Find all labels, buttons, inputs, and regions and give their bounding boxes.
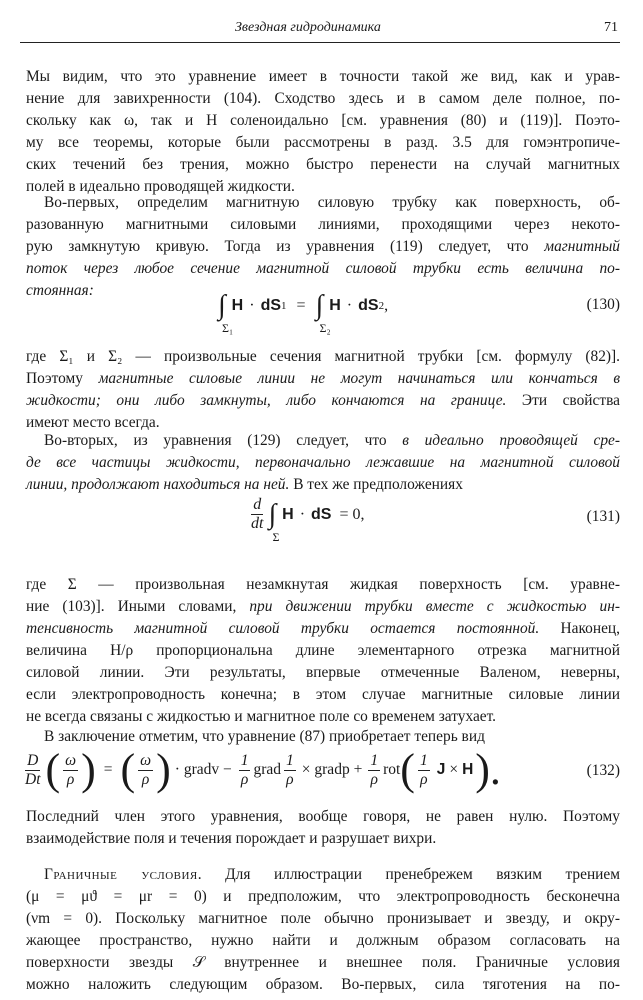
- text-line: Во-вторых, из уравнения (129) следует, что в идеально проводящей сре-: [44, 432, 620, 449]
- text-line: поверхности звезды 𝒮 внутреннее и внешнее поля. Граничные условия: [26, 954, 620, 971]
- paragraph-7: [26, 806, 620, 850]
- text-line: где Σ — произвольная незамкнутая жидкая поверхность [см. уравне-: [26, 576, 620, 593]
- text-line: ние (103)]. Иными словами, при движении трубки вместе с жидкостью ин-: [26, 598, 620, 615]
- text-line: величина H/ρ пропорциональна длине элементарного отрезка магнитной: [26, 642, 620, 659]
- text-line: Граничные условия. Для иллюстрации пренебрежем вязким трением: [44, 866, 620, 883]
- material-derivative: $\frac{D}{Dt}$: [25, 751, 41, 788]
- text-line: если электропроводность конечна; в этом случае магнитные силовые линии: [26, 686, 620, 703]
- text-line: силовой линии. Эти результаты, впервые отмеченные Валеном, неверны,: [26, 664, 620, 681]
- paragraph-2: [26, 192, 620, 302]
- header-rule: [20, 42, 620, 43]
- paragraph-6: [26, 726, 620, 748]
- integral-sign: ∫ Σ₂: [315, 290, 331, 335]
- text-line: взаимодействие поля и течения порождает и разрушает вихри.: [26, 830, 437, 847]
- book-page: [20, 0, 620, 1000]
- text-line: ских течений без трения, можно быстро перенести на случай магнитных: [26, 156, 620, 173]
- text-line: можно наложить следующим образом. Во-первых, сила тяготения на по-: [26, 976, 620, 993]
- text-line: поток через любое сечение магнитной силовой трубки есть величина по-: [26, 260, 620, 277]
- equation-132: $\frac{D}{Dt}$ ( $\frac{\omega}{\rho}$ ) = ( $\frac{\omega}{\rho}$ ) · gradv − $\frac{1}{\rho}$ grad $\frac{1}{\rho}$ × gradp + $\frac{1}{\rho}$ rot ( $\frac{1}{\rho}$ J × H ). (132): [25, 745, 620, 794]
- paragraph-1: [26, 66, 620, 198]
- text-line: де все частицы жидкости, первоначально лежавшие на магнитной силовой: [26, 454, 620, 471]
- equation-number: (132): [586, 762, 620, 779]
- text-line: жидкости; они либо замкнуты, либо кончаются на границе. Эти свойства: [26, 392, 620, 409]
- page-number: 71: [604, 20, 618, 35]
- paragraph-5: [26, 574, 620, 728]
- text-line: разованную магнитными силовыми линиями, проходящими через некото-: [26, 216, 620, 233]
- text-line: скольку как ω, так и H соленоидально [см. уравнения (80) и (119)]. Поэто-: [26, 112, 620, 129]
- text-line: имеют место всегда.: [26, 414, 160, 431]
- text-line: не всегда связаны с жидкостью и магнитное поле со временем затухает.: [26, 708, 497, 725]
- paragraph-8: [26, 864, 620, 996]
- text-line: В заключение отметим, что уравнение (87) приобретает теперь вид: [44, 728, 485, 745]
- equation-130: ∫ Σ₁ H · dS 1 = ∫ Σ₂ H · dS 2 , (130): [218, 290, 620, 335]
- running-title: Звездная гидродинамика: [235, 20, 381, 35]
- equation-number: (131): [586, 508, 620, 525]
- text-line: где Σ₁ и Σ₂ — произвольные сечения магнитной трубки [см. формулу (82)].: [26, 348, 620, 365]
- integral-sign: ∫ Σ: [268, 498, 280, 544]
- text-line: полей в идеально проводящей жидкости.: [26, 178, 295, 195]
- text-line: тенсивность магнитной силовой трубки остается постоянной. Наконец,: [26, 620, 620, 637]
- text-line: Во-первых, определим магнитную силовую трубку как поверхность, об-: [44, 194, 620, 211]
- section-heading: Граничные условия: [44, 866, 198, 883]
- text-line: Мы видим, что это уравнение имеет в точности такой же вид, как и урав-: [26, 68, 620, 85]
- text-line: Последний член этого уравнения, вообще говоря, не равен нулю. Поэтому: [26, 808, 620, 825]
- text-line: стоянная:: [26, 282, 94, 299]
- text-line: линии, продолжают находиться на ней. В тех же предположениях: [26, 476, 463, 493]
- integral-sign: ∫ Σ₁: [218, 290, 234, 335]
- derivative-fraction: $\frac{d}{dt}$: [251, 496, 264, 532]
- paragraph-4: [26, 430, 620, 496]
- text-line: (μ = μϑ = μr = 0) и предположим, что электропроводность бесконечна: [26, 888, 620, 905]
- equation-number: (130): [586, 296, 620, 313]
- paragraph-3: [26, 346, 620, 434]
- text-line: (νm = 0). Поскольку магнитное поле обычно пронизывает и звезду, и окру-: [26, 910, 620, 927]
- text-line: жающее пространство, нужно найти и должным образом согласовать на: [26, 932, 620, 949]
- running-header: [20, 20, 620, 40]
- text-line: нение для завихренности (104). Сходство здесь и в самом деле полное, по-: [26, 90, 620, 107]
- text-line: Поэтому магнитные силовые линии не могут начинаться или кончаться в: [26, 370, 621, 387]
- text-line: му все теоремы, которые были рассмотрены в разд. 3.5 для гомэнтропиче-: [26, 134, 620, 151]
- text-line: рую замкнутую кривую. Тогда из уравнения (119) следует, что магнитный: [26, 238, 620, 255]
- equation-131: $\frac{d}{dt}$ ∫ Σ H · dS = 0, (131): [251, 496, 620, 544]
